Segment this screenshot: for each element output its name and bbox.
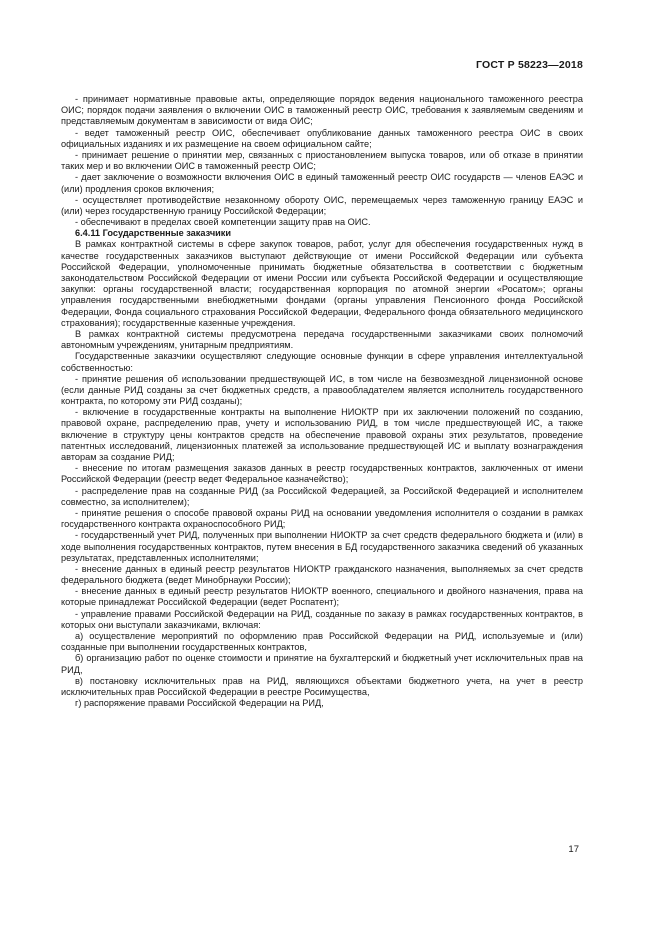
list-item: в) постановку исключительных прав на РИД, являющихся объектами бюджетного учета, на учет в реестр исключительных прав Российской Федерации в реестре Росимущества, — [61, 675, 583, 697]
paragraph: - дает заключение о возможности включения ОИС в единый таможенный реестр ОИС государств — членов ЕАЭС и (или) продления сроков включения; — [61, 172, 583, 194]
section-heading: 6.4.11 Государственные заказчики — [75, 228, 232, 239]
paragraph: - ведет таможенный реестр ОИС, обеспечивает опубликование данных таможенного реестра ОИС в своих официальных изданиях и их размещение на своем официальном сайте; — [61, 127, 583, 149]
paragraph: - принимает решение о принятии мер, связанных с приостановлением выпуска товаров, или об отказе в принятии таких мер и во включении ОИС в таможенный реестр ОИС; — [61, 149, 583, 172]
list-item: г) распоряжение правами Российской Федерации на РИД, — [75, 698, 324, 709]
paragraph: В рамках контрактной системы предусмотрена передача государственными заказчиками своих полномочий автономным учреждениям, унитарным предприятиям. — [61, 328, 583, 351]
document-body — [61, 94, 583, 709]
page-number: 17 — [568, 844, 579, 855]
list-item: б) организацию работ по оценке стоимости и принятие на бухгалтерский и бюджетный учет исключительных прав на РИД, — [61, 653, 583, 675]
paragraph: - осуществляет противодействие незаконному обороту ОИС, перемещаемых через таможенную границу ЕАЭС и (или) через государственную границу Российской Федерации; — [61, 194, 583, 216]
paragraph: - внесение данных в единый реестр результатов НИОКТР гражданского назначения, выполняемых за счет средств федерального бюджета (ведет Минобрнауки России); — [61, 563, 583, 586]
paragraph: - управление правами Российской Федерации на РИД, созданные по заказу в рамках государственных контрактов, в которых они выступали заказчиками, включая: — [61, 608, 583, 630]
paragraph: - принимает нормативные правовые акты, определяющие порядок ведения национального таможенного реестра ОИС; порядок подачи заявления о включении ОИС в таможенный реестр ОИС, требования к заявляемым сведениям и представляемым документам в зависимости от вида ОИС; — [61, 94, 583, 127]
paragraph: - принятие решения об использовании предшествующей ИС, в том числе на безвозмездной лицензионной основе (если данные РИД созданы за счет бюджетных средств, а правообладателем является исполнитель государственного контракта, по которому эти РИД созданы); — [61, 373, 583, 407]
paragraph: - внесение по итогам размещения заказов данных в реестр государственных контрактов, заключенных от имени Российской Федерации (реестр ведет Федеральное казначейство); — [61, 463, 583, 485]
paragraph: В рамках контрактной системы в сфере закупок товаров, работ, услуг для обеспечения государственных нужд в качестве государственных заказчиков выступают действующие от имени Российской Федерации или субъекта Российской Федерации, уполномоченные принимать бюджетные обязательства в соответствии с бюджетным законодательством Российской Федерации от имени России или субъекта Российской Федерации и осуществляющие закупки: органы государственной власти; государственная корпорация по атомной энергии «Росатом»; органы управления государственными внебюджетными фондами (органы управления Пенсионного фонда Российской Федерации, Фонда социального страхования Российской Федерации, Федерального фонда обязательного медицинского страхования); государственные казенные учреждения. — [61, 239, 583, 328]
paragraph: - государственный учет РИД, полученных при выполнении НИОКТР за счет средств федерального бюджета и (или) в ходе выполнения государственных контрактов, путем внесения в БД государственного заказчика сведений об указанных результатах, представленных исполнителями; — [61, 530, 583, 563]
list-item: а) осуществление мероприятий по оформлению прав Российской Федерации на РИД, используемые и (или) созданные при выполнении государственных контрактов, — [61, 631, 583, 653]
document-header: ГОСТ Р 58223—2018 — [475, 59, 583, 71]
paragraph: Государственные заказчики осуществляют следующие основные функции в сфере управления интеллектуальной собственностью: — [61, 351, 583, 373]
paragraph: - принятие решения о способе правовой охраны РИД на основании уведомления исполнителя о создании в рамках государственного контракта охраноспособного РИД; — [61, 507, 583, 530]
paragraph: - обеспечивают в пределах своей компетенции защиту прав на ОИС. — [75, 217, 371, 228]
paragraph: - внесение данных в единый реестр результатов НИОКТР военного, специального и двойного назначения, права на которые принадлежат Российской Федерации (ведет Роспатент); — [61, 586, 583, 608]
paragraph: - включение в государственные контракты на выполнение НИОКТР при их заключении положений по созданию, правовой охране, распределению прав, учету и использованию РИД, в том числе предшествующей ИС, а также включение в структуру цены контрактов средств на обеспечение правовой охраны этих результатов, проведение патентных исследований, лицензионных платежей за использование предшествующей ИС и выплату вознаграждения авторам за создание РИД; — [61, 407, 583, 462]
paragraph: - распределение прав на созданные РИД (за Российской Федерацией, за Российской Федерацией и исполнителем совместно, за исполнителем); — [61, 485, 583, 507]
